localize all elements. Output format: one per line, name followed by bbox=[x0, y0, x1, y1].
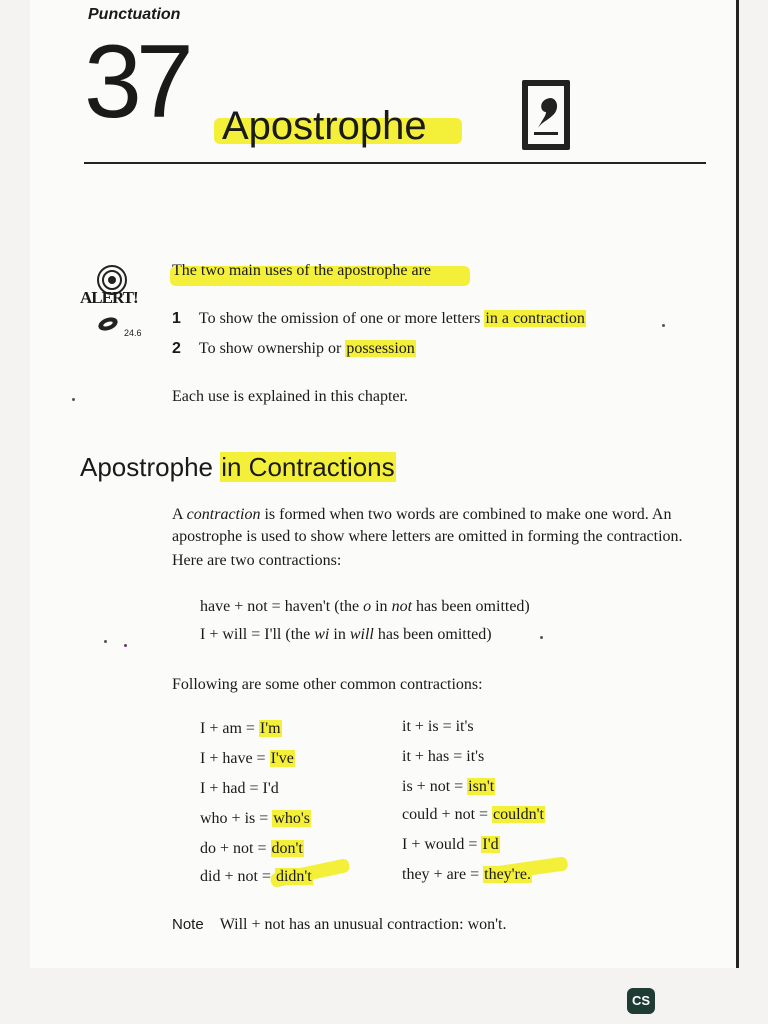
alert-badge-label: ALERT! bbox=[80, 288, 138, 307]
list-item-highlight: in a contraction bbox=[485, 310, 585, 327]
contraction-expr: did + not = bbox=[200, 868, 275, 885]
note-line bbox=[172, 914, 506, 936]
example-text: in bbox=[371, 598, 392, 615]
contraction-result: I've bbox=[270, 750, 294, 767]
paragraph-line bbox=[172, 504, 671, 526]
contraction-expr: could + not = bbox=[402, 806, 493, 823]
contraction-item bbox=[402, 748, 484, 766]
contraction-expr: they + are = bbox=[402, 866, 484, 883]
alert-badge-reference: 24.6 bbox=[124, 328, 142, 338]
contraction-expr: I + would = bbox=[402, 836, 482, 853]
paragraph-term: contraction bbox=[186, 506, 261, 523]
section-heading-highlight: in Contractions bbox=[221, 452, 395, 482]
contraction-item bbox=[200, 750, 295, 768]
contraction-result: they're. bbox=[484, 866, 531, 883]
list-item-number: 1 bbox=[172, 310, 181, 327]
following-text: Following are some other common contractions: bbox=[172, 676, 483, 693]
contraction-item bbox=[200, 720, 282, 738]
intro-closing: Each use is explained in this chapter. bbox=[172, 388, 408, 405]
contraction-item bbox=[402, 866, 532, 884]
list-item bbox=[172, 340, 416, 358]
example-emphasis: will bbox=[349, 626, 374, 643]
contraction-expr: I + had = bbox=[200, 780, 263, 797]
list-item-highlight: possession bbox=[346, 340, 415, 357]
note-label: Note bbox=[172, 916, 204, 933]
paragraph-line: apostrophe is used to show where letters are omitted in forming the contraction. bbox=[172, 528, 683, 545]
scan-speck bbox=[540, 636, 543, 639]
contraction-result: it's bbox=[466, 748, 485, 765]
example-line bbox=[200, 596, 530, 618]
contraction-result: didn't bbox=[275, 868, 312, 885]
camscanner-logo: CS bbox=[627, 988, 655, 1014]
example-emphasis: wi bbox=[314, 626, 330, 643]
contraction-item bbox=[402, 836, 500, 854]
example-text: have + not = haven't (the bbox=[200, 598, 364, 615]
list-item-text: To show the omission of one or more letters bbox=[198, 310, 485, 327]
list-item-number: 2 bbox=[172, 340, 181, 357]
contraction-result: it's bbox=[455, 718, 474, 735]
list-item-text: To show ownership or bbox=[198, 340, 346, 357]
contraction-expr: it + is = bbox=[402, 718, 456, 735]
contraction-result: who's bbox=[273, 810, 310, 827]
example-text: in bbox=[329, 626, 350, 643]
contraction-result: I'd bbox=[482, 836, 499, 853]
contraction-result: I'd bbox=[262, 780, 279, 797]
example-emphasis: not bbox=[391, 598, 413, 615]
contraction-item bbox=[402, 778, 495, 796]
contraction-item bbox=[200, 810, 311, 828]
contraction-expr: who + is = bbox=[200, 810, 273, 827]
section-label: Punctuation bbox=[88, 6, 181, 23]
paragraph-line: Here are two contractions: bbox=[172, 552, 342, 569]
contraction-item bbox=[402, 806, 545, 824]
paragraph-text: is formed when two words are combined to make one word. An bbox=[260, 506, 672, 523]
scan-speck bbox=[662, 324, 665, 327]
contraction-item bbox=[200, 868, 313, 886]
list-item bbox=[172, 310, 586, 328]
contraction-expr: it + has = bbox=[402, 748, 467, 765]
contraction-expr: do + not = bbox=[200, 840, 271, 857]
scan-speck bbox=[72, 398, 75, 401]
example-emphasis: o bbox=[363, 598, 372, 615]
example-text: has been omitted) bbox=[412, 598, 530, 615]
scan-speck bbox=[124, 644, 127, 647]
note-text: Will + not has an unusual contraction: won't. bbox=[219, 916, 507, 933]
paragraph-text: A bbox=[172, 506, 187, 523]
contraction-result: couldn't bbox=[493, 806, 544, 823]
section-heading bbox=[80, 452, 396, 483]
title-rule bbox=[84, 162, 706, 164]
contraction-item bbox=[200, 780, 279, 798]
contraction-result: isn't bbox=[468, 778, 495, 795]
intro-lead: The two main uses of the apostrophe are bbox=[172, 262, 432, 279]
chapter-title: Apostrophe bbox=[222, 104, 427, 148]
contraction-result: I'm bbox=[259, 720, 281, 737]
chapter-number: 37 bbox=[84, 24, 188, 140]
scan-speck bbox=[104, 640, 107, 643]
contraction-expr: I + have = bbox=[200, 750, 270, 767]
example-line bbox=[200, 624, 492, 646]
page-edge bbox=[736, 0, 739, 968]
apostrophe-icon bbox=[522, 80, 570, 150]
contraction-expr: is + not = bbox=[402, 778, 468, 795]
contraction-item bbox=[402, 718, 474, 736]
section-heading-plain: Apostrophe bbox=[80, 452, 221, 482]
contraction-item bbox=[200, 840, 304, 858]
contraction-result: don't bbox=[271, 840, 303, 857]
contraction-expr: I + am = bbox=[200, 720, 259, 737]
example-text: I + will = I'll (the bbox=[200, 626, 315, 643]
example-text: has been omitted) bbox=[373, 626, 492, 643]
